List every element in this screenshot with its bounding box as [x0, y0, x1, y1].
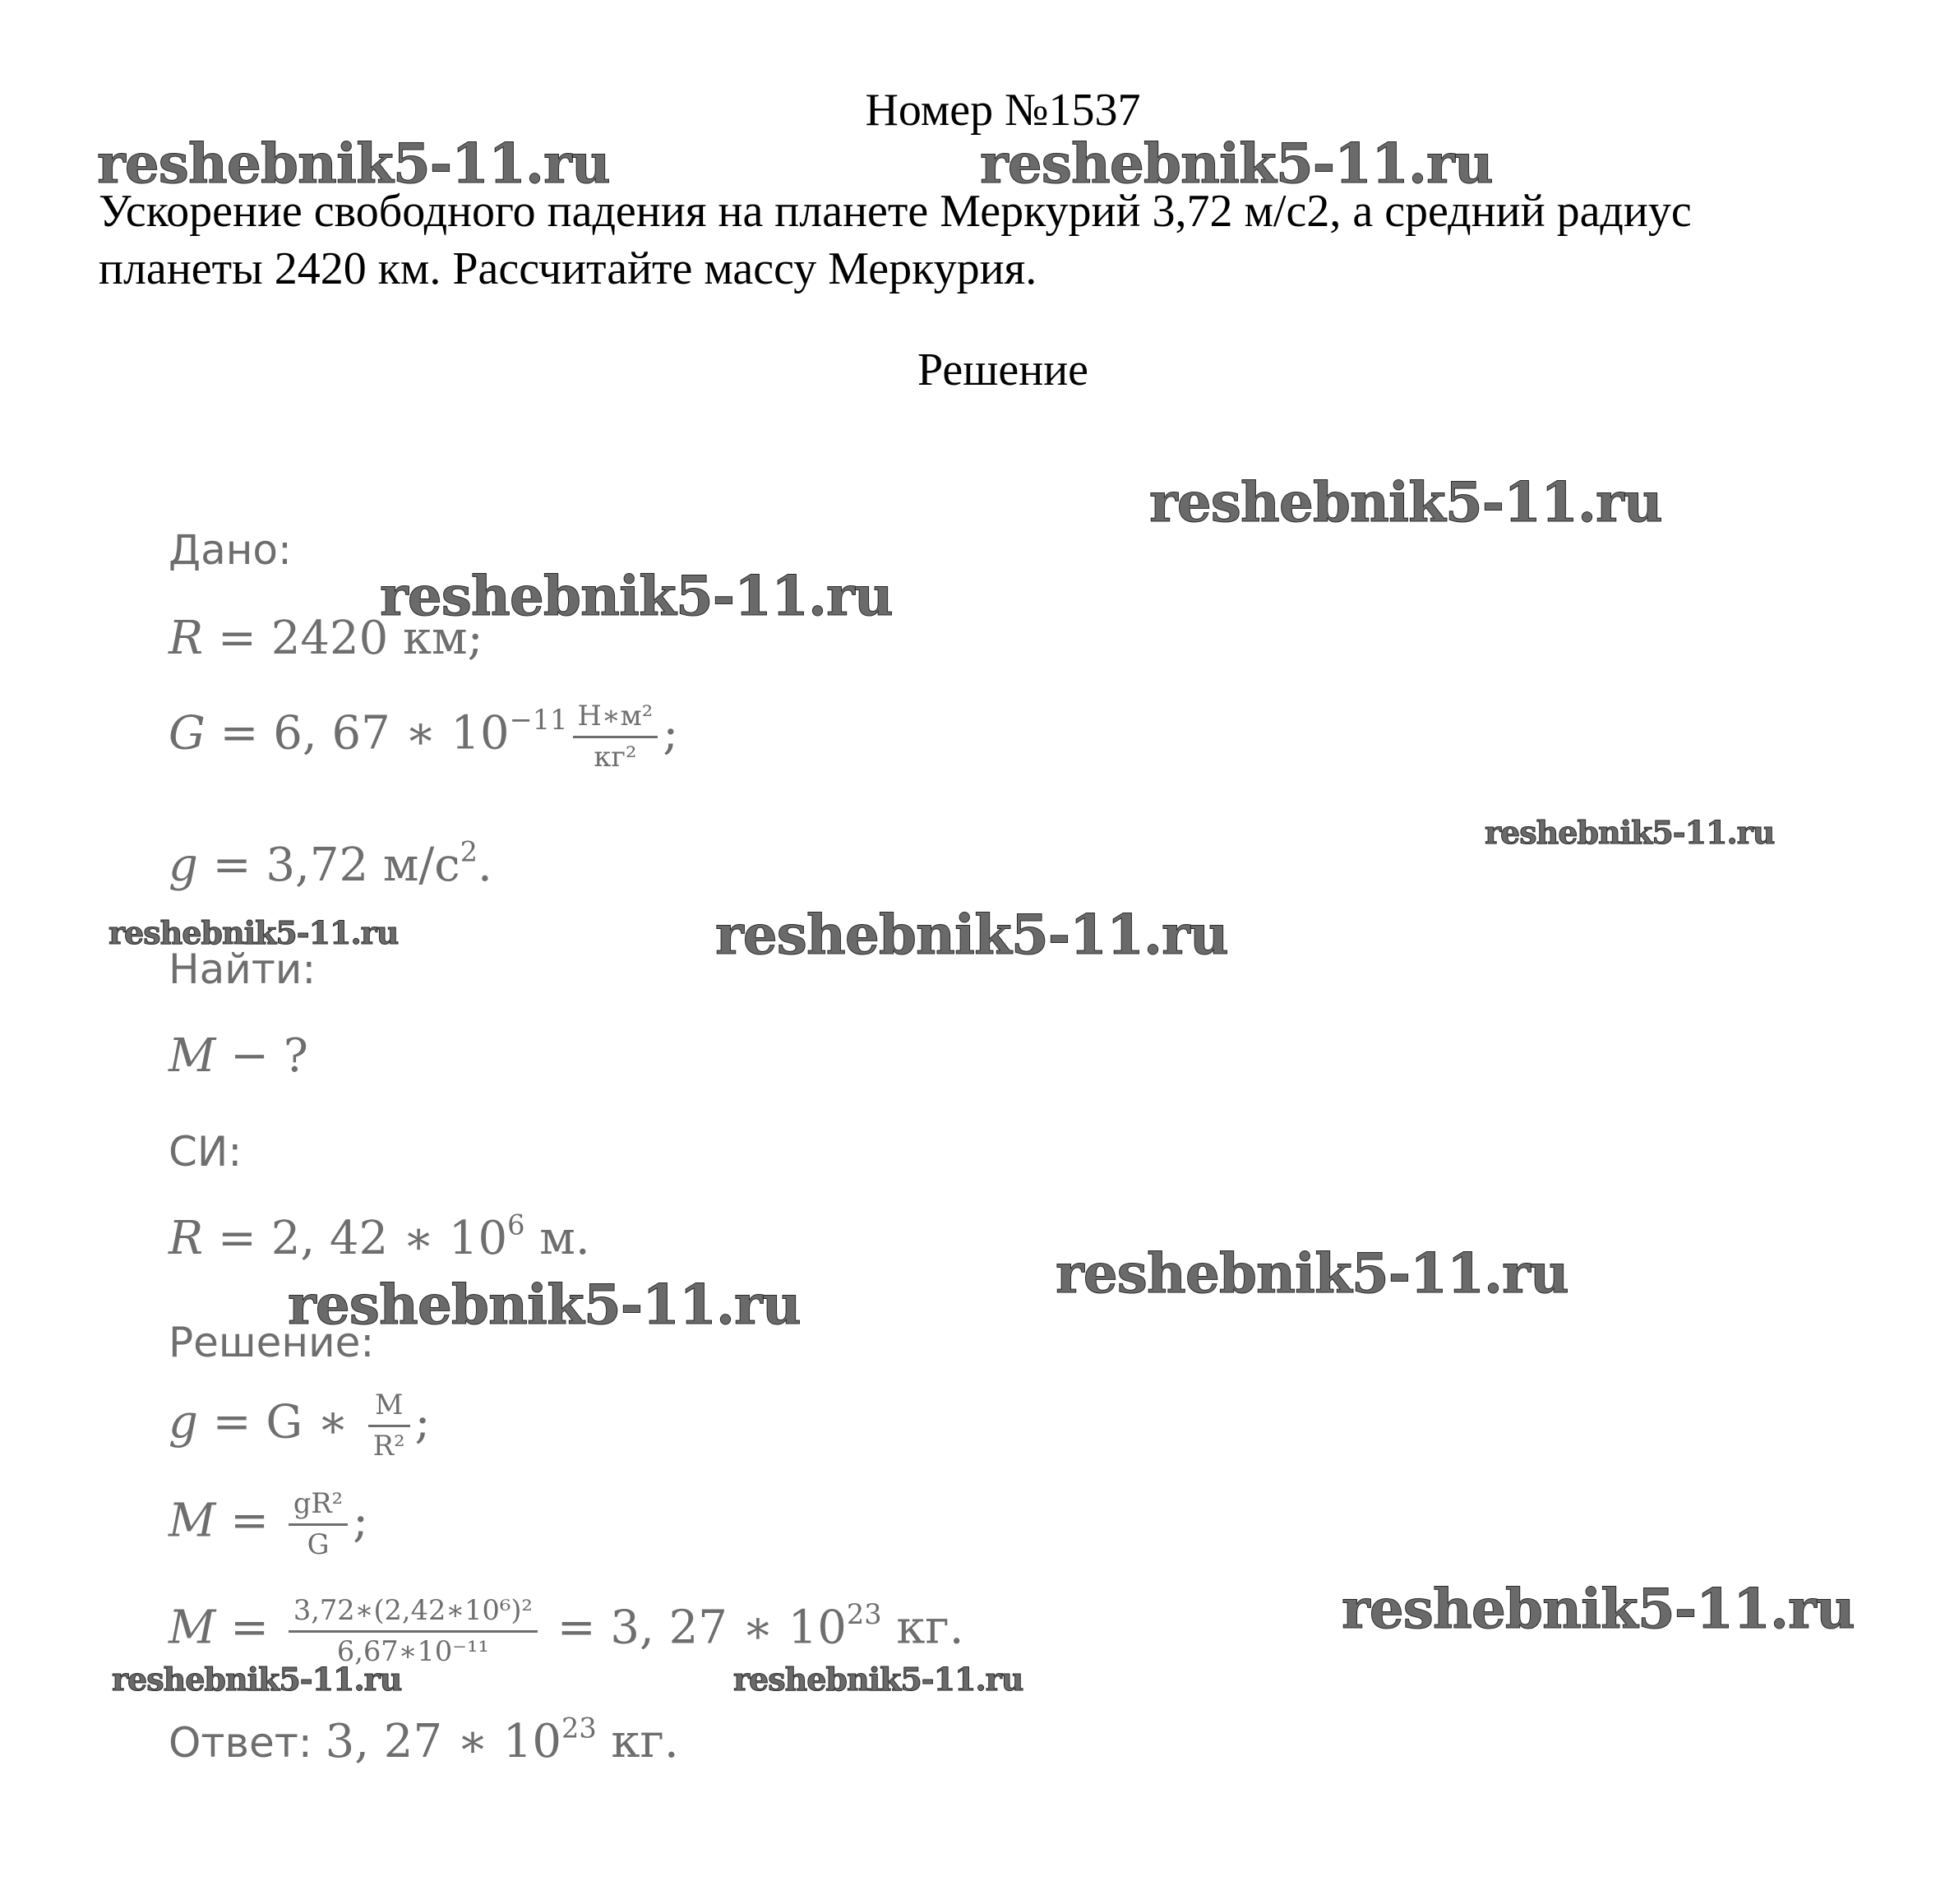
- g-const-exp: −11: [509, 704, 568, 737]
- watermark: reshebnik5-11.ru: [715, 903, 1228, 967]
- formula-g-den: R²: [372, 1429, 405, 1462]
- watermark: reshebnik5-11.ru: [1342, 1577, 1855, 1641]
- formula-m: [169, 1488, 368, 1560]
- var-g: g: [169, 839, 198, 892]
- si-label: СИ:: [169, 1128, 243, 1176]
- si-radius: [169, 1208, 590, 1265]
- formula-calc-exp: 23: [846, 1598, 882, 1631]
- formula-g: [169, 1389, 430, 1462]
- si-radius-value: = 2, 42 ∗ 10: [203, 1212, 508, 1265]
- watermark: reshebnik5-11.ru: [97, 132, 610, 196]
- answer-value: 3, 27 ∗ 10: [325, 1715, 561, 1768]
- watermark: reshebnik5-11.ru: [112, 1661, 402, 1698]
- watermark: reshebnik5-11.ru: [1056, 1241, 1568, 1306]
- formula-calc-fraction: [289, 1595, 538, 1667]
- watermark: reshebnik5-11.ru: [109, 914, 399, 951]
- var-r: R: [169, 612, 204, 665]
- var-r-si: R: [169, 1212, 204, 1265]
- page-title: Номер №1537: [865, 85, 1141, 136]
- given-label: Дано:: [169, 526, 292, 574]
- formula-g-fraction: [368, 1389, 410, 1462]
- problem-statement: [99, 183, 1858, 298]
- find-mass: [169, 1029, 308, 1083]
- watermark: reshebnik5-11.ru: [1149, 470, 1662, 534]
- g-const-value: = 6, 67 ∗ 10: [205, 706, 510, 760]
- formula-calc-den: 6,67∗10⁻¹¹: [336, 1634, 489, 1667]
- formula-m-mid: =: [215, 1494, 284, 1548]
- formula-m-num: gR²: [289, 1488, 348, 1526]
- g-accel-value: = 3,72 м/с: [197, 839, 460, 892]
- answer-label: Ответ:: [169, 1719, 326, 1767]
- formula-m-fraction: [289, 1488, 348, 1560]
- si-radius-tail: м.: [524, 1212, 590, 1265]
- g-const-unit-den: кг²: [594, 740, 637, 773]
- formula-calc-mid: =: [215, 1601, 284, 1655]
- watermark: reshebnik5-11.ru: [733, 1661, 1023, 1698]
- formula-calc-rhs: = 3, 27 ∗ 10: [542, 1601, 847, 1655]
- formula-calc-lhs: M: [169, 1601, 216, 1655]
- solution-label: Решение:: [169, 1319, 375, 1366]
- given-radius-value: = 2420 км;: [203, 612, 483, 665]
- formula-g-tail: ;: [414, 1395, 431, 1449]
- g-const-unit: [573, 700, 658, 773]
- var-g-const: G: [169, 706, 206, 760]
- var-m: M: [169, 1029, 216, 1083]
- formula-calc-num: 3,72∗(2,42∗10⁶)²: [289, 1595, 538, 1633]
- watermark: reshebnik5-11.ru: [288, 1273, 801, 1337]
- g-accel-tail: .: [478, 839, 492, 892]
- answer-exp: 23: [561, 1712, 597, 1745]
- g-const-tail: ;: [663, 706, 679, 760]
- find-label: Найти:: [169, 945, 316, 993]
- formula-g-mid: = G ∗: [197, 1395, 363, 1449]
- formula-calc-tail: кг.: [881, 1601, 964, 1655]
- problem-line-2: планеты 2420 км. Рассчитайте массу Меркурия.: [99, 243, 1037, 294]
- formula-m-calc: [169, 1595, 964, 1667]
- formula-m-tail: ;: [353, 1494, 368, 1548]
- watermark: reshebnik5-11.ru: [1485, 814, 1775, 851]
- answer-tail: кг.: [596, 1715, 679, 1768]
- g-const-unit-num: Н∗м²: [573, 700, 658, 738]
- problem-line-1: Ускорение свободного падения на планете Меркурий 3,72 м/с2, а средний радиус: [99, 186, 1692, 237]
- si-radius-exp: 6: [507, 1208, 525, 1241]
- formula-g-num: M: [368, 1389, 410, 1427]
- answer: [169, 1712, 679, 1768]
- find-mass-rest: − ?: [215, 1029, 308, 1083]
- formula-m-den: G: [307, 1527, 330, 1560]
- formula-m-lhs: M: [169, 1494, 216, 1548]
- formula-g-lhs: g: [169, 1395, 198, 1449]
- g-accel-exp: 2: [460, 835, 478, 868]
- given-g-accel: [169, 835, 492, 892]
- section-title: Решение: [917, 344, 1089, 395]
- watermark: reshebnik5-11.ru: [380, 564, 893, 628]
- watermark: reshebnik5-11.ru: [980, 132, 1493, 196]
- given-g-constant: [169, 700, 678, 773]
